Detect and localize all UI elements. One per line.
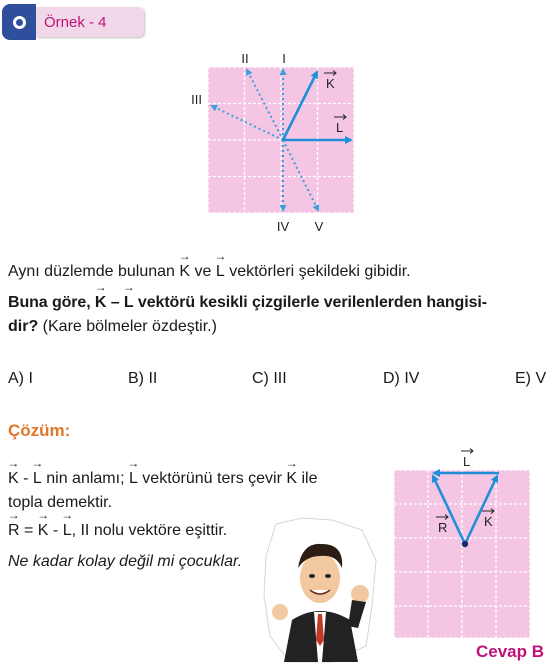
solution-label-L: L: [463, 454, 471, 469]
example-label: Örnek - 4: [36, 7, 144, 37]
label-K: K: [326, 76, 335, 91]
solution-line-1: → K - → L nin anlamı; → L vektörünü ters çevir → K ile: [8, 469, 317, 489]
solution-label-R: R: [438, 520, 448, 535]
label-II: II: [241, 51, 249, 66]
solution-title: Çözüm:: [8, 421, 71, 440]
option-e[interactable]: E) V: [515, 370, 547, 387]
option-b[interactable]: B) II: [128, 370, 158, 387]
question-line-3: dir? (Kare bölmeler özdeştir.): [8, 318, 217, 335]
solution-line-3: → R = → K - → L, II nolu vektöre eşittir.: [8, 521, 227, 541]
teacher-character-illustration: [262, 516, 380, 664]
label-III: III: [191, 92, 202, 107]
solution-line-2: topla demektir.: [8, 494, 113, 511]
answer-label: Cevap B: [475, 642, 544, 661]
label-L: L: [336, 120, 344, 135]
origin-dot: [462, 541, 468, 547]
option-a[interactable]: A) I: [8, 370, 33, 387]
vector-K-symbol: → K: [179, 262, 190, 282]
option-c[interactable]: C) III: [252, 370, 287, 387]
label-V: V: [314, 219, 324, 234]
option-d[interactable]: D) IV: [383, 370, 420, 387]
vector-L-symbol: → L: [216, 262, 225, 282]
solution-label-K: K: [484, 514, 493, 529]
solution-line-4: Ne kadar kolay değil mi çocuklar.: [8, 553, 243, 570]
label-IV: IV: [276, 219, 290, 234]
label-I: I: [282, 51, 286, 66]
question-line-2: Buna göre, → K – → L vektörü kesikli çizgilerle verilenlerden hangisi-: [8, 293, 487, 313]
question-line-1: Aynı düzlemde bulunan → K ve → L vektörleri şekildeki gibidir.: [8, 262, 411, 282]
